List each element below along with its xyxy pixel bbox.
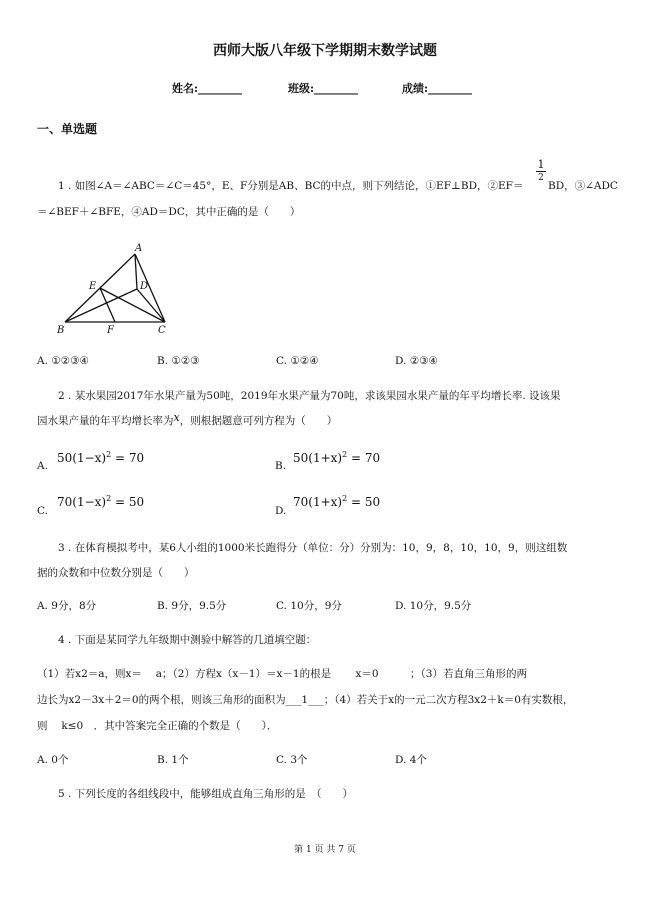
q2-line1: 2 . 某水果园2017年水果产量为50吨，2019年水果产量为70吨，求该果园水果产量的年平均增长率. 设该果 [58, 390, 561, 402]
q4-line3: 边长为x2－3x＋2＝0的两个根，则该三角形的面积为___1___；（4）若关于x的一元二次方程3x2＋k＝0有实数根， [37, 694, 574, 706]
q2-d-rhs: = 50 [351, 495, 381, 509]
q2-option-a-equation[interactable] [57, 450, 144, 465]
q2-option-d-equation[interactable] [293, 494, 380, 509]
q3-option-b[interactable]: B. 9分，9.5分 [157, 600, 227, 612]
q2-c-rhs: = 50 [115, 495, 145, 509]
q1-option-a[interactable]: A. ①②③④ [37, 355, 89, 367]
segment-dc [137, 289, 165, 322]
q4-option-c[interactable]: C. 3个 [276, 754, 308, 766]
q2-b-rhs: = 70 [351, 451, 381, 465]
q4-line1: 4 . 下面是某同学九年级期中测验中解答的几道填空题： [58, 634, 317, 646]
q2-d-lhs: 70(1+x) [293, 495, 343, 509]
q2-c-lhs: 70(1−x) [57, 495, 107, 509]
label-d: D [140, 281, 149, 292]
label-a: A [135, 243, 143, 254]
q1-line1: 1 . 如图∠A＝∠ABC＝∠C＝45°，E、F分别是AB、BC的中点，则下列结论，①EF⊥BD，②EF＝ [58, 180, 524, 192]
label-c: C [158, 325, 166, 335]
page-footer: 第 1 页 共 7 页 [294, 845, 356, 855]
q2-a-exp: 2 [106, 450, 112, 459]
q3-option-c[interactable]: C. 10分，9分 [276, 600, 342, 612]
q2-d-exp: 2 [342, 494, 348, 503]
q3-line2: 据的众数和中位数分别是（ ） [37, 567, 195, 579]
q5-line1: 5 . 下列长度的各组线段中，能够组成直角三角形的是 （ ） [58, 788, 353, 800]
q4-line2: （1）若x2＝a，则x＝ a；（2）方程x（x－1）＝x－1的根是 x＝0 ；（3）若直角三角形的两 [37, 668, 527, 680]
q2-option-b-equation[interactable] [293, 450, 380, 465]
q2-option-a-label[interactable]: A. [37, 460, 48, 472]
page-title: 西师大版八年级下学期期末数学试题 [213, 43, 437, 59]
q1-fraction-numerator: 1 [537, 158, 545, 171]
q2-b-exp: 2 [342, 450, 348, 459]
q2-line2-text: 园水果产量的年平均增长率为 [37, 415, 174, 427]
q1-figure [55, 240, 175, 335]
q1-line2: ＝∠BEF＋∠BFE，④AD＝DC，其中正确的是（ ） [37, 206, 301, 218]
label-e: E [89, 281, 97, 292]
q2-a-lhs: 50(1−x) [57, 451, 107, 465]
q1-option-c[interactable]: C. ①②④ [276, 355, 319, 367]
q2-variable: x [173, 411, 180, 424]
q2-option-c-equation[interactable] [57, 494, 144, 509]
label-b: B [57, 325, 65, 335]
name-field: 姓名:________ [172, 82, 243, 95]
q2-option-b-label[interactable]: B. [275, 460, 287, 472]
q4-line4: 则 k≤0 ．其中答案完全正确的个数是（ ）． [37, 720, 278, 732]
q1-option-d[interactable]: D. ②③④ [395, 355, 438, 367]
q1-line1b: BD，③∠ADC [548, 180, 618, 192]
q2-c-exp: 2 [106, 494, 112, 503]
q1-fraction [536, 158, 546, 185]
class-field: 班级:________ [288, 82, 359, 95]
label-f: F [107, 325, 114, 335]
score-field: 成绩:________ [402, 82, 473, 95]
q1-option-b[interactable]: B. ①②③ [157, 355, 200, 367]
q2-a-rhs: = 70 [115, 451, 145, 465]
q2-option-d-label[interactable]: D. [275, 505, 287, 517]
q4-option-d[interactable]: D. 4个 [395, 754, 427, 766]
q4-option-a[interactable]: A. 0个 [37, 754, 69, 766]
q2-line2-tail: ，则根据题意可列方程为（ ） [179, 415, 338, 427]
q2-b-lhs: 50(1+x) [293, 451, 343, 465]
q4-option-b[interactable]: B. 1个 [157, 754, 189, 766]
q3-line1: 3 . 在体育模拟考中，某6人小组的1000米长跑得分（单位：分）分别为：10，9，8，10，10，9，则这组数 [58, 542, 568, 554]
q1-fraction-denominator: 2 [536, 171, 546, 185]
q2-option-c-label[interactable]: C. [37, 505, 48, 517]
q3-option-d[interactable]: D. 10分，9.5分 [395, 600, 472, 612]
section-heading: 一、单选题 [37, 122, 98, 136]
segment-ec [100, 288, 165, 322]
q2-line2 [37, 413, 337, 429]
q3-option-a[interactable]: A. 9分，8分 [37, 600, 97, 612]
segment-bd [65, 289, 137, 322]
